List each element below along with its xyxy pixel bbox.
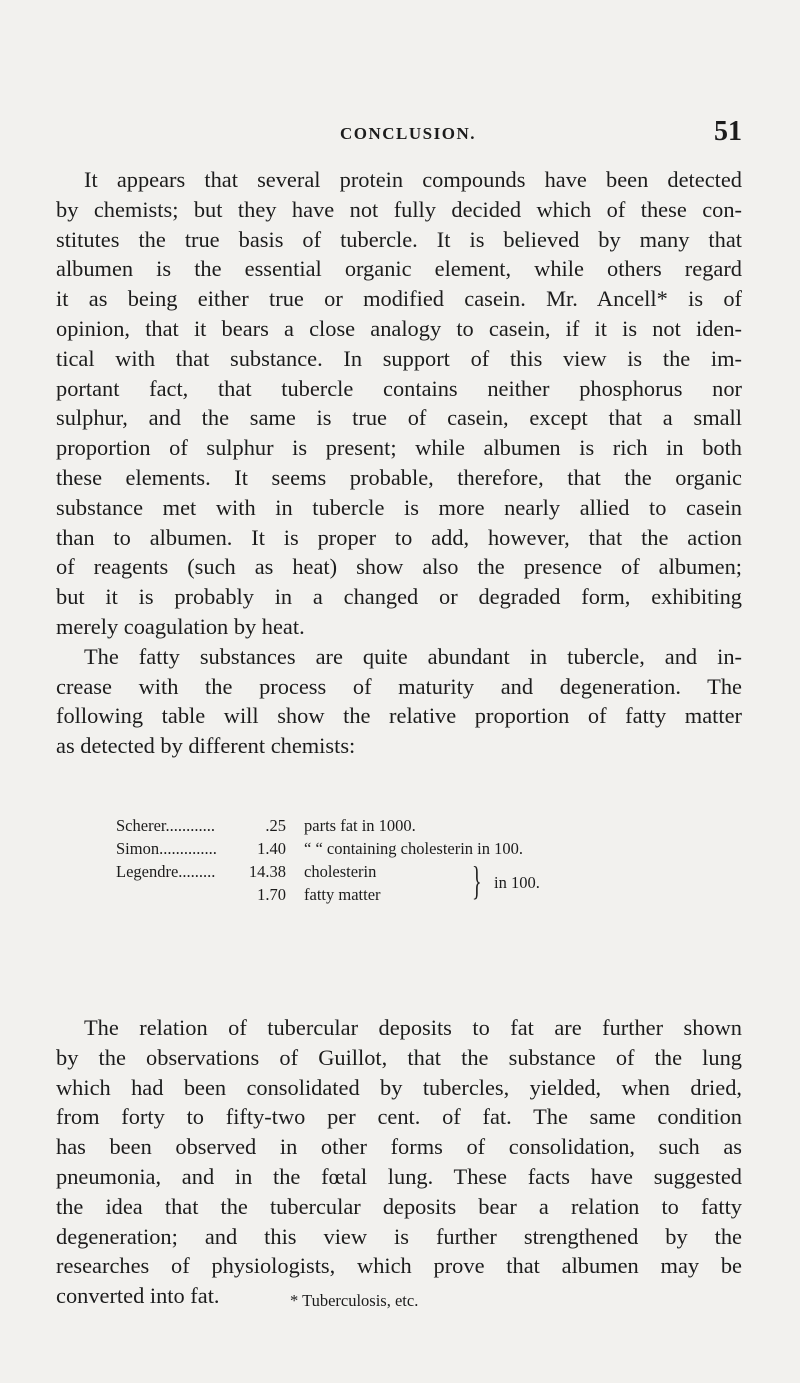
- paragraph-protein-compounds: [56, 165, 742, 761]
- chemist-name: Simon: [116, 839, 160, 858]
- fat-value: 1.40: [257, 839, 286, 858]
- paragraph-tubercular-deposits: [56, 1013, 742, 1311]
- curly-brace-icon: }: [472, 858, 482, 903]
- leader-dots: ..............: [159, 839, 217, 858]
- text-line: proportion of sulphur is present; while albumen is rich in both: [56, 435, 742, 461]
- table-row: [116, 838, 716, 861]
- text-line: portant fact, that tubercle contains neither phosphorus nor: [56, 375, 742, 401]
- text-line: it as being either true or modified casein. Mr. Ancell* is of: [56, 286, 742, 312]
- text-line: tical with that substance. In support of this view is the im-: [56, 345, 742, 371]
- text-line: sulphur, and the same is true of casein, except that a small: [56, 405, 742, 431]
- text-line: of reagents (such as heat) show also the presence of albumen;: [56, 554, 742, 580]
- text-line: from forty to fifty-two per cent. of fat. The same condition: [56, 1104, 742, 1130]
- page-header: [56, 116, 742, 152]
- text-line: crease with the process of maturity and degeneration. The: [56, 673, 742, 699]
- fat-value: .25: [265, 816, 286, 835]
- brace-label: in 100.: [494, 873, 540, 892]
- fat-description: cholesterin: [304, 862, 377, 881]
- fat-description: parts fat in 1000.: [304, 816, 416, 835]
- text-line: pneumonia, and in the fœtal lung. These facts have suggested: [56, 1163, 742, 1189]
- text-line: The relation of tubercular deposits to fat are further shown: [84, 1015, 742, 1040]
- text-line: has been observed in other forms of consolidation, such as: [56, 1134, 742, 1160]
- table-row: [116, 861, 716, 884]
- chemist-name: Legendre: [116, 862, 179, 881]
- text-line: as detected by different chemists:: [56, 733, 356, 759]
- text-line: by the observations of Guillot, that the substance of the lung: [56, 1044, 742, 1070]
- text-line: degeneration; and this view is further strengthened by the: [56, 1223, 742, 1249]
- text-line: by chemists; but they have not fully decided which of these con-: [56, 196, 742, 222]
- text-line: the idea that the tubercular deposits bear a relation to fatty: [56, 1193, 742, 1219]
- running-title: CONCLUSION.: [340, 124, 476, 143]
- page-number: 51: [714, 116, 742, 147]
- text-line: following table will show the relative proportion of fatty matter: [56, 703, 742, 729]
- text-line: substance met with in tubercle is more nearly allied to casein: [56, 494, 742, 520]
- text-line: but it is probably in a changed or degraded form, exhibiting: [56, 584, 742, 610]
- leader-dots: ............: [165, 816, 215, 835]
- text-line: these elements. It seems probable, therefore, that the organic: [56, 464, 742, 490]
- text-line: researches of physiologists, which prove that albumen may be: [56, 1253, 742, 1279]
- text-line: It appears that several protein compounds have been detected: [84, 167, 742, 192]
- fat-description: “ “ containing cholesterin in 100.: [304, 839, 524, 858]
- text-line: merely coagulation by heat.: [56, 613, 305, 639]
- text-line: which had been consolidated by tubercles, yielded, when dried,: [56, 1074, 742, 1100]
- text-line: converted into fat.: [56, 1283, 220, 1309]
- text-line: opinion, that it bears a close analogy to casein, if it is not iden-: [56, 315, 742, 341]
- fat-description: fatty matter: [304, 885, 381, 904]
- text-line: stitutes the true basis of tubercle. It is believed by many that: [56, 226, 742, 252]
- chemist-name: Scherer: [116, 816, 166, 835]
- table-row: [116, 815, 716, 838]
- footnote: * Tuberculosis, etc.: [290, 1291, 419, 1310]
- fat-value: 14.38: [248, 862, 286, 881]
- leader-dots: .........: [178, 862, 216, 881]
- table-row: [116, 884, 716, 907]
- fat-proportion-table: [116, 815, 716, 907]
- fat-value: 1.70: [257, 885, 286, 904]
- text-line: The fatty substances are quite abundant in tubercle, and in-: [84, 643, 742, 669]
- text-line: albumen is the essential organic element, while others regard: [56, 256, 742, 282]
- text-line: than to albumen. It is proper to add, however, that the action: [56, 524, 742, 550]
